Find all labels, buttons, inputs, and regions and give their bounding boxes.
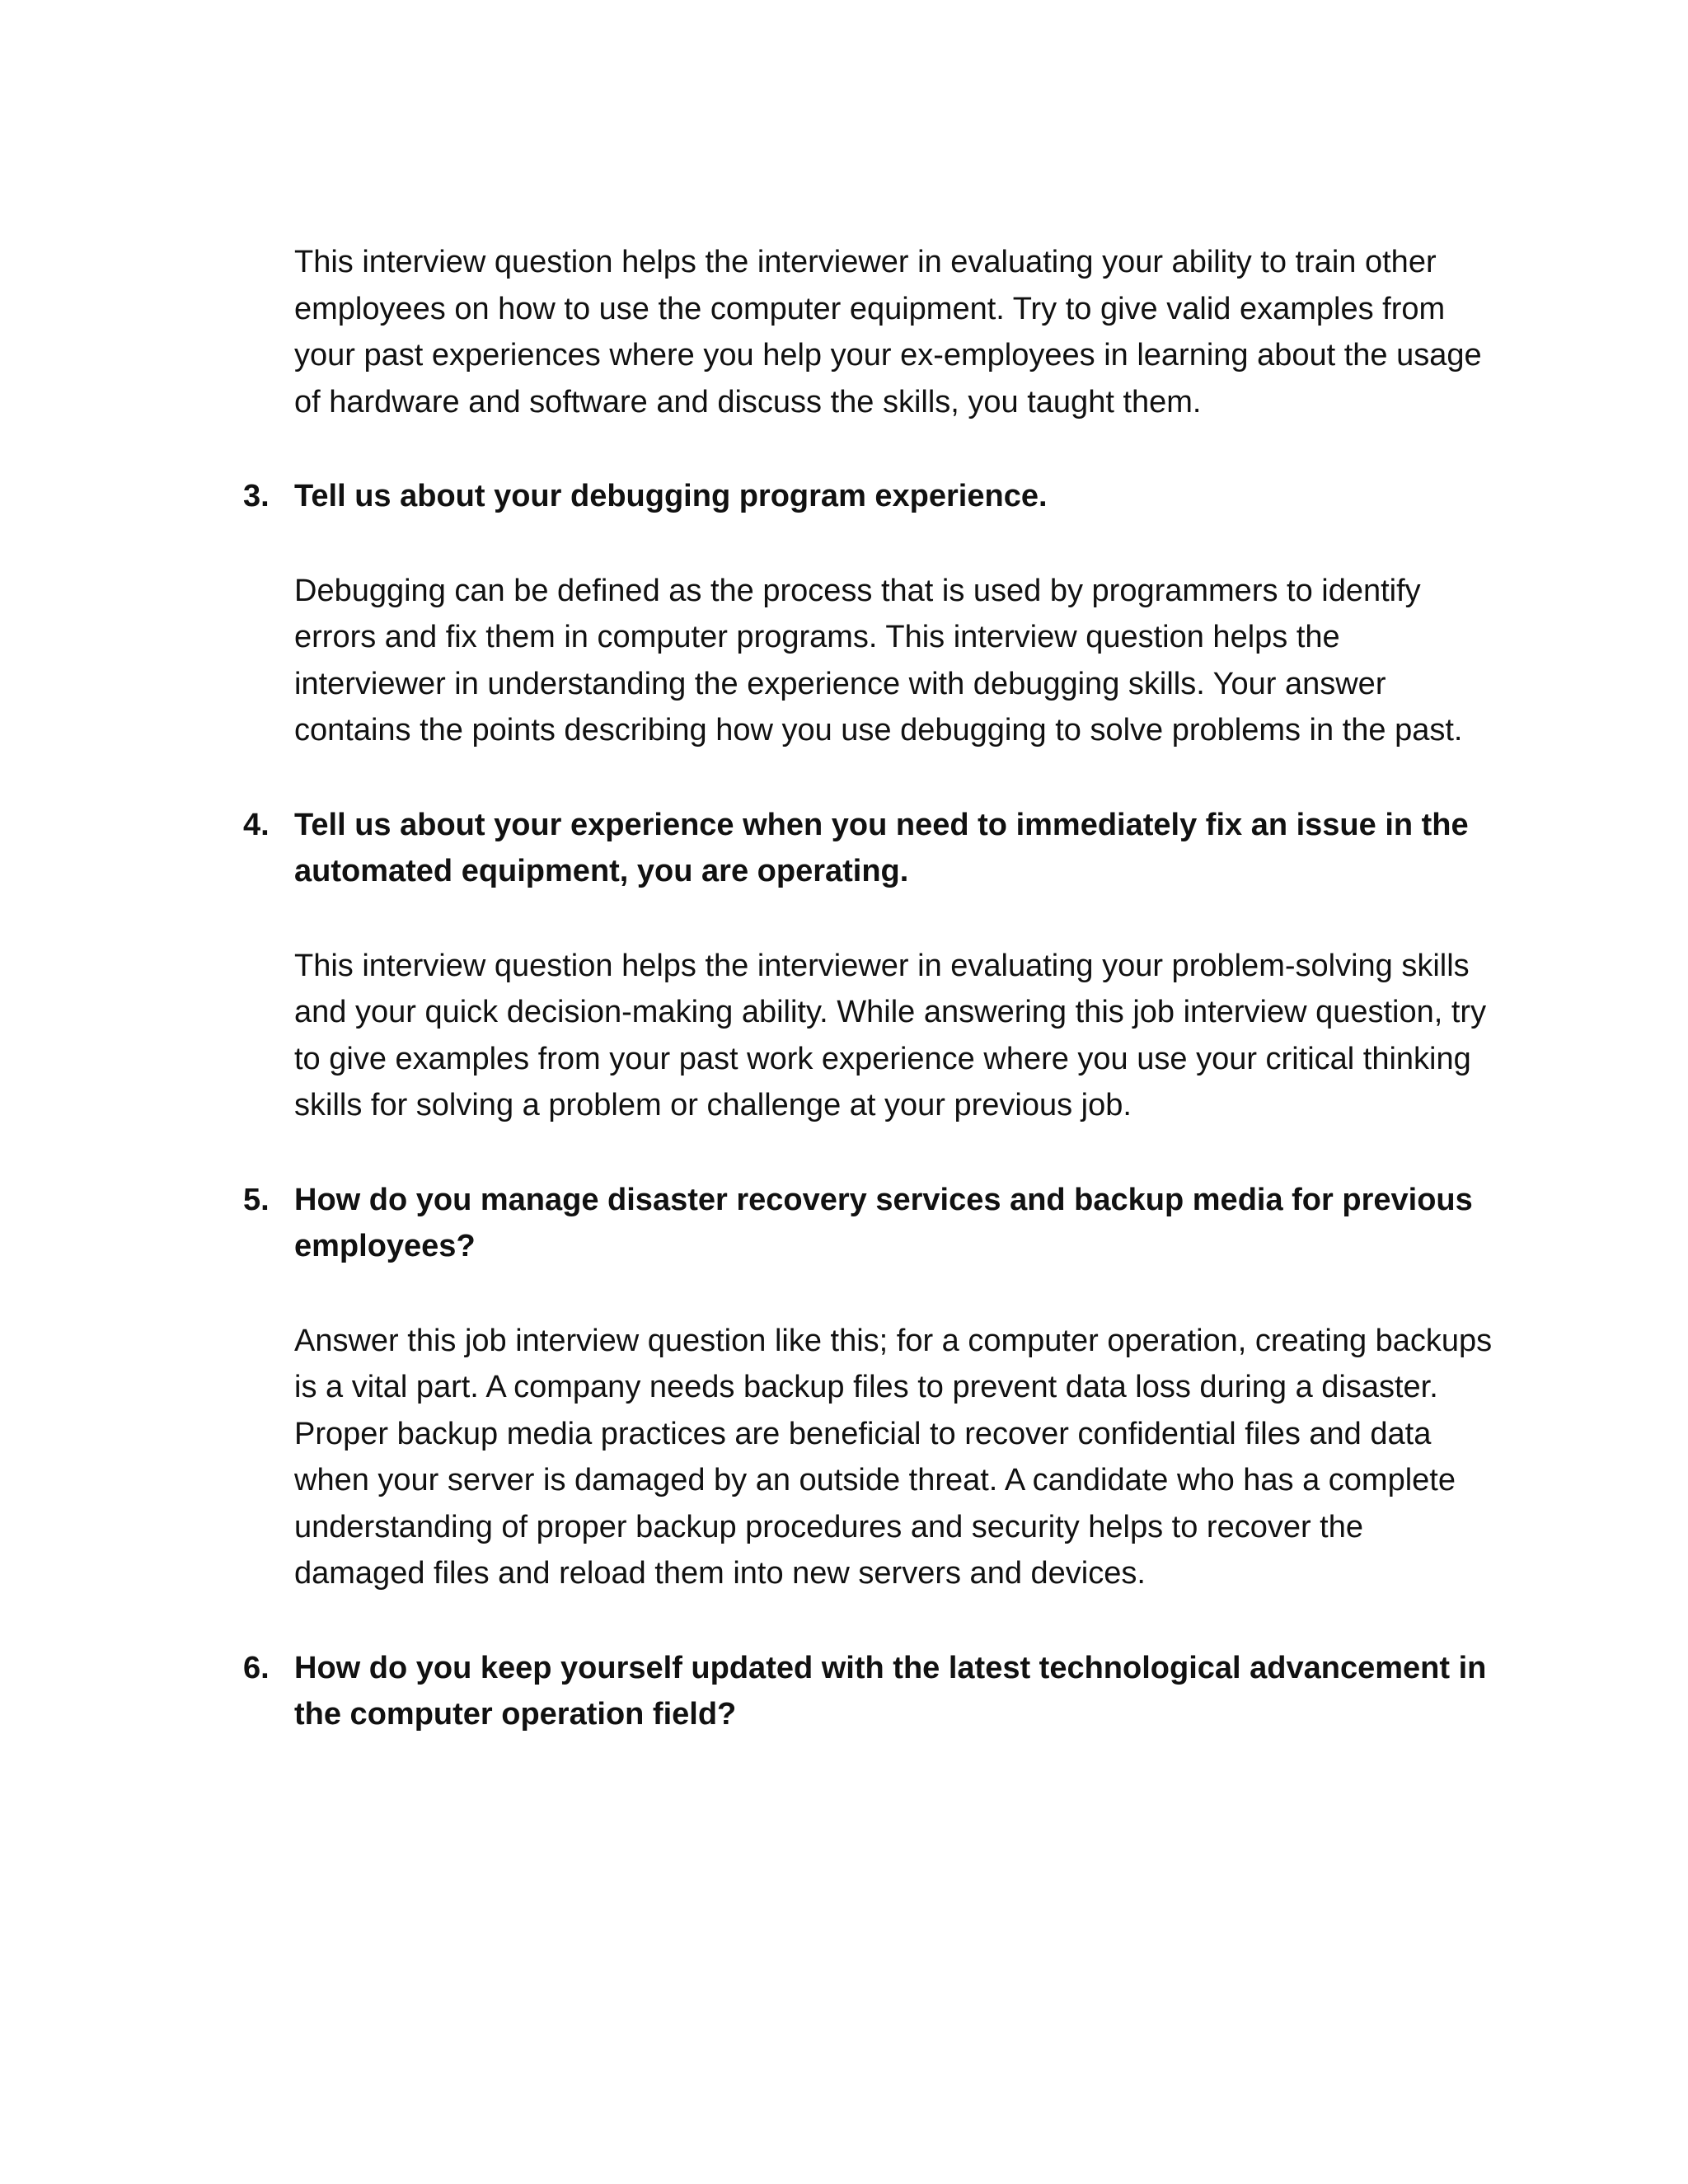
question-6-number: 6. [243,1650,270,1685]
answer-5-paragraph: Answer this job interview question like this; for a computer operation, creating backups is a vital part. A company needs backup files to prevent data loss during a disaster. Proper backup media practices are beneficial to recover confidential files and data when your server is damaged by an outside threat. A candidate who has a complete understanding of proper backup procedures and security helps to recover the damaged files and reload them into new servers and devices. [294,1323,1493,1591]
question-4-number: 4. [243,807,270,842]
question-5-number: 5. [243,1182,270,1217]
document-content [243,239,1496,1786]
question-4 [243,802,1496,895]
question-3 [243,473,1496,520]
question-3-text: Tell us about your debugging program experience. [294,479,1048,513]
question-5-text: How do you manage disaster recovery services and backup media for previous employees? [294,1182,1473,1263]
question-6 [243,1645,1496,1738]
answer-3-paragraph: Debugging can be defined as the process that is used by programmers to identify errors and fix them in computer programs. This interview question helps the interviewer in understanding the experience with debugging skills. Your answer contains the points describing how you use debugging to solve problems in the past. [294,573,1463,748]
answer-4-paragraph: This interview question helps the interviewer in evaluating your problem-solving skills and your quick decision-making ability. While answering this job interview question, try to give examples from your past work experience where you use your critical thinking skills for solving a problem or challenge at your previous job. [294,948,1487,1122]
intro-paragraph: This interview question helps the interviewer in evaluating your ability to train other employees on how to use the computer equipment. Try to give valid examples from your past experiences where you help your ex-employees in learning about the usage of hardware and software and discuss the skills, you taught them. [294,245,1482,419]
question-3-number: 3. [243,479,270,513]
question-6-text: How do you keep yourself updated with the latest technological advancement in the computer operation field? [294,1650,1487,1732]
question-4-text: Tell us about your experience when you need to immediately fix an issue in the automated equipment, you are operating. [294,807,1469,888]
question-5 [243,1177,1496,1270]
